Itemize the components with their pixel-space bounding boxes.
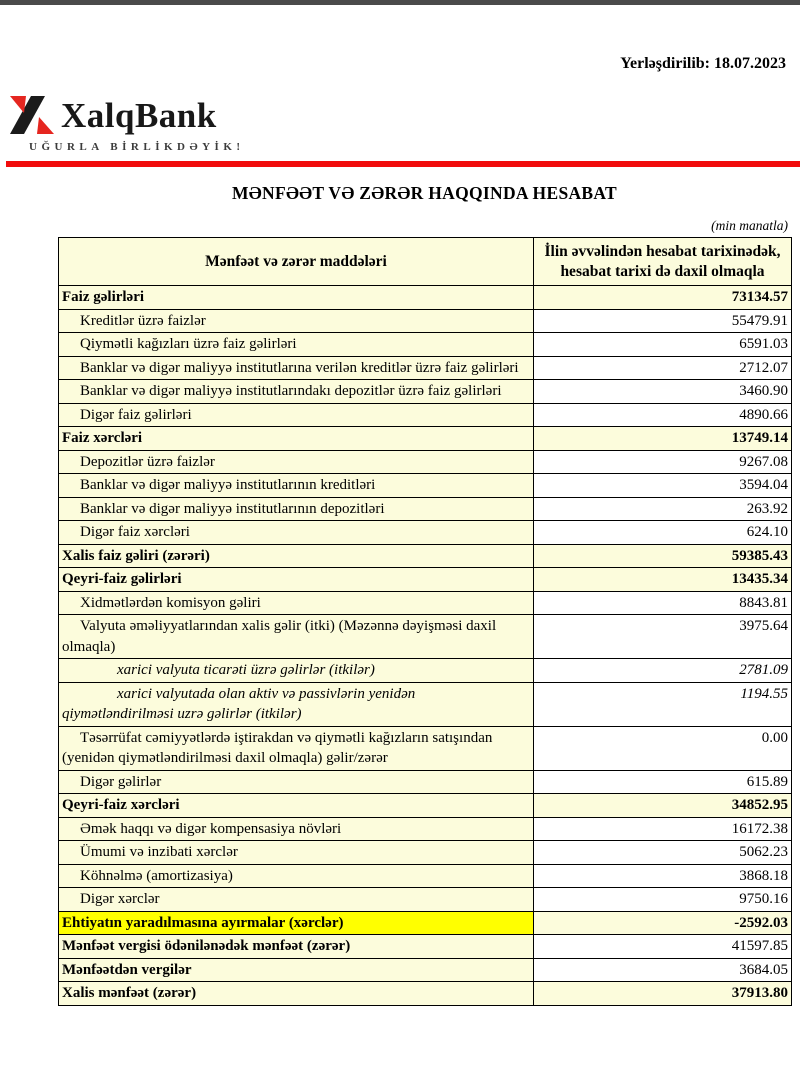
row-value: 5062.23 [534,841,792,865]
row-value: 16172.38 [534,817,792,841]
row-label: Digər xərclər [59,888,534,912]
row-value: 1194.55 [534,682,792,726]
row-label: Banklar və digər maliyyə institutlarının depozitləri [59,497,534,521]
row-value: 0.00 [534,726,792,770]
column-header-period: İlin əvvəlindən hesabat tarixinədək, hesabat tarixi də daxil olmaqla [534,238,792,286]
row-value: 3975.64 [534,615,792,659]
row-label: Xalis mənfəət (zərər) [59,982,534,1006]
table-row [59,888,792,912]
row-value: 2781.09 [534,659,792,683]
row-value: 55479.91 [534,309,792,333]
table-row [59,450,792,474]
row-value: -2592.03 [534,911,792,935]
row-value: 3594.04 [534,474,792,498]
table-header-row [59,238,792,286]
table-row [59,333,792,357]
row-label: Depozitlər üzrə faizlər [59,450,534,474]
row-label: Banklar və digər maliyyə institutlarına verilən kreditlər üzrə faiz gəlirləri [59,356,534,380]
row-value: 34852.95 [534,794,792,818]
row-label: Ehtiyatın yaradılmasına ayırmalar (xərclər) [59,911,534,935]
table-row [59,682,792,726]
row-value: 9750.16 [534,888,792,912]
row-value: 73134.57 [534,286,792,310]
table-row [59,615,792,659]
top-bar [0,0,800,5]
table-row [59,544,792,568]
row-value: 624.10 [534,521,792,545]
xalqbank-logo [10,96,217,134]
row-value: 2712.07 [534,356,792,380]
row-value: 59385.43 [534,544,792,568]
table-row [59,380,792,404]
row-label: Ümumi və inzibati xərclər [59,841,534,865]
table-row [59,286,792,310]
row-value: 41597.85 [534,935,792,959]
table-row [59,841,792,865]
row-label: Qeyri-faiz xərcləri [59,794,534,818]
row-value: 3684.05 [534,958,792,982]
row-label: Digər gəlirlər [59,770,534,794]
row-value: 3868.18 [534,864,792,888]
table-row [59,770,792,794]
row-label: Faiz gəlirləri [59,286,534,310]
table-row [59,568,792,592]
table-row [59,591,792,615]
table-row [59,474,792,498]
table-row [59,356,792,380]
row-value: 13749.14 [534,427,792,451]
row-label: Qeyri-faiz gəlirləri [59,568,534,592]
row-value: 3460.90 [534,380,792,404]
table-row [59,309,792,333]
table-row [59,864,792,888]
bank-tagline: UĞURLA BİRLİKDƏYİK! [29,141,245,153]
row-label: Digər faiz gəlirləri [59,403,534,427]
row-label: xarici valyuta ticarəti üzrə gəlirlər (itkilər) [59,659,534,683]
bank-name: XalqBank [61,95,217,135]
row-label: Xidmətlərdən komisyon gəliri [59,591,534,615]
page-title: MƏNFƏƏT VƏ ZƏRƏR HAQQINDA HESABAT [231,183,617,203]
posted-date-label: Yerləşdirilib: 18.07.2023 [620,55,786,72]
row-value: 13435.34 [534,568,792,592]
table-row [59,659,792,683]
xalqbank-x-logo-icon [10,96,54,134]
unit-note: (min manatla) [711,218,788,233]
table-row [59,982,792,1006]
row-label: Mənfəət vergisi ödənilənədək mənfəət (zərər) [59,935,534,959]
row-label: Valyuta əməliyyatlarından xalis gəlir (itki) (Məzənnə dəyişməsi daxil olmaqla) [59,615,534,659]
row-value: 9267.08 [534,450,792,474]
row-label: Mənfəətdən vergilər [59,958,534,982]
row-label: Xalis faiz gəliri (zərəri) [59,544,534,568]
row-label: Banklar və digər maliyyə institutlarının kreditləri [59,474,534,498]
pnl-table-body [59,286,792,1006]
row-label: Təsərrüfat cəmiyyətlərdə iştirakdan və qiymətli kağızların satışından (yenidən qiymətləndirilməsi daxil olmaqla) gəlir/zərər [59,726,534,770]
table-row [59,403,792,427]
row-label: Əmək haqqı və digər kompensasiya növləri [59,817,534,841]
column-header-items: Mənfəət və zərər maddələri [59,238,534,286]
row-value: 263.92 [534,497,792,521]
row-value: 37913.80 [534,982,792,1006]
row-label: Banklar və digər maliyyə institutlarındakı depozitlər üzrə faiz gəlirləri [59,380,534,404]
table-row [59,794,792,818]
row-value: 6591.03 [534,333,792,357]
table-row [59,817,792,841]
row-label: Köhnəlmə (amortizasiya) [59,864,534,888]
table-row [59,497,792,521]
row-label: Kreditlər üzrə faizlər [59,309,534,333]
table-row [59,958,792,982]
row-label: Faiz xərcləri [59,427,534,451]
table-row [59,521,792,545]
table-row [59,935,792,959]
row-value: 615.89 [534,770,792,794]
row-label: Qiymətli kağızları üzrə faiz gəlirləri [59,333,534,357]
profit-loss-table [58,237,792,1006]
table-row [59,911,792,935]
row-label: Digər faiz xərcləri [59,521,534,545]
table-row [59,427,792,451]
table-row [59,726,792,770]
row-label: xarici valyutada olan aktiv və passivlərin yenidən qiymətləndirilməsi uzrə gəlirlər (itkilər) [59,682,534,726]
row-value: 8843.81 [534,591,792,615]
red-divider [6,161,800,167]
row-value: 4890.66 [534,403,792,427]
